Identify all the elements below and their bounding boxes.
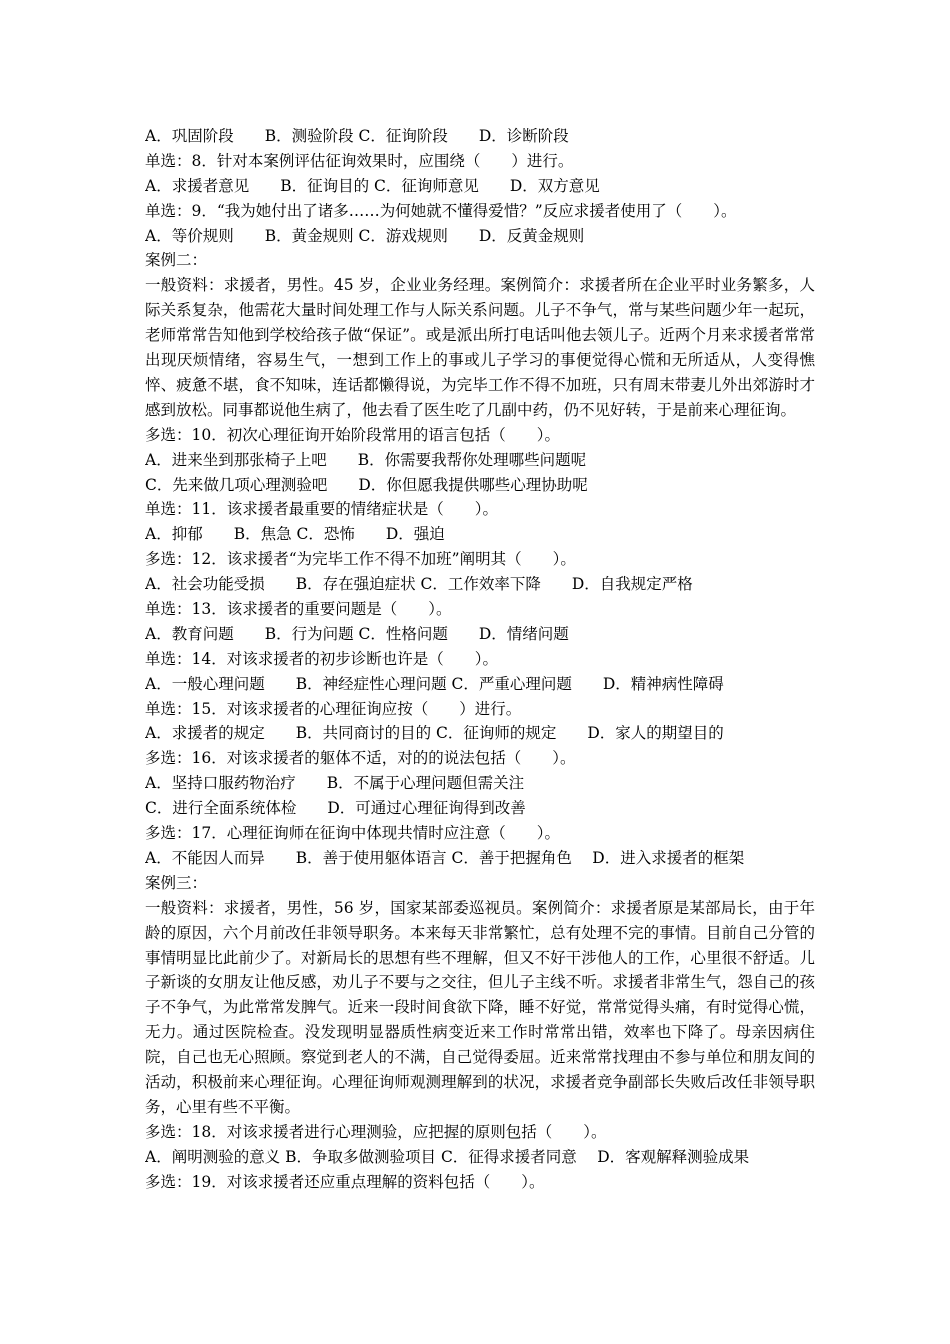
q10-options-ab: A．进来坐到那张椅子上吧 B．你需要我帮你处理哪些问题呢 (145, 450, 587, 469)
q16-options-cd: C．进行全面系统体检 D．可通过心理征询得到改善 (145, 799, 526, 818)
q8-options: A．求援者意见 B．征询目的 C．征询师意见 D．双方意见 (145, 176, 600, 195)
q18-options: A．阐明测验的意义 B．争取多做测验项目 C．征得求援者同意 D．客观解释测验成果 (145, 1147, 750, 1166)
case3-heading: 案例三： (145, 873, 208, 892)
document-page (145, 124, 815, 1195)
case2-intro-paragraph: 一般资料：求援者，男性。45 岁，企业业务经理。案例简介：求援者所在企业平时业务繁多，人际关系复杂，他需花大量时间处理工作与人际关系问题。儿子不争气，常与某些问题少年一起玩，老师常常告知他到学校给孩子做“保证”。或是派出所打电话叫他去领儿子。近两个月来求援者常常出现厌烦情绪，容易生气，一想到工作上的事或儿子学习的事便觉得心慌和无所适从，人变得憔悴、疲惫不堪，食不知味，连话都懒得说，为完毕工作不得不加班，只有周末带妻儿外出郊游时才感到放松。同事都说他生病了，他去看了医生吃了几副中药，仍不见好转，于是前来心理征询。 (145, 276, 815, 419)
q18-question: 多选：18．对该求援者进行心理测验，应把握的原则包括（ ）。 (145, 1122, 607, 1141)
case2-heading: 案例二： (145, 251, 208, 270)
q13-question: 单选：13．该求援者的重要问题是（ ）。 (145, 600, 452, 619)
q12-options: A．社会功能受损 B．存在强迫症状 C．工作效率下降 D．自我规定严格 (145, 575, 693, 594)
q11-question: 单选：11．该求援者最重要的情绪症状是（ ）。 (145, 500, 498, 519)
q9-question: 单选：9．“我为她付出了诸多……为何她就不懂得爱惜？”反应求援者使用了（ ）。 (145, 201, 737, 220)
q14-question: 单选：14．对该求援者的初步诊断也许是（ ）。 (145, 649, 498, 668)
q16-options-ab: A．坚持口服药物治疗 B．不属于心理问题但需关注 (145, 774, 525, 793)
q8-question: 单选：8．针对本案例评估征询效果时，应围绕（ ）进行。 (145, 151, 574, 170)
q12-question: 多选：12．该求援者“为完毕工作不得不加班”阐明其（ ）。 (145, 550, 576, 569)
q10-question: 多选：10．初次心理征询开始阶段常用的语言包括（ ）。 (145, 425, 560, 444)
q17-options: A．不能因人而异 B．善于使用躯体语言 C．善于把握角色 D．进入求援者的框架 (145, 848, 745, 867)
q10-options-cd: C．先来做几项心理测验吧 D．你但愿我提供哪些心理协助呢 (145, 475, 588, 494)
q11-options: A．抑郁 B．焦急 C．恐怖 D．强迫 (145, 525, 445, 544)
q15-question: 单选：15．对该求援者的心理征询应按（ ）进行。 (145, 699, 522, 718)
q14-options: A．一般心理问题 B．神经症性心理问题 C．严重心理问题 D．精神病性障碍 (145, 674, 724, 693)
q13-options: A．教育问题 B．行为问题 C．性格问题 D．情绪问题 (145, 624, 569, 643)
q7-options: A．巩固阶段 B．测验阶段 C．征询阶段 D．诊断阶段 (145, 127, 569, 145)
q16-question: 多选：16．对该求援者的躯体不适，对的的说法包括（ ）。 (145, 749, 576, 768)
q19-question: 多选：19．对该求援者还应重点理解的资料包括（ ）。 (145, 1172, 545, 1191)
q17-question: 多选：17．心理征询师在征询中体现共情时应注意（ ）。 (145, 824, 560, 843)
q15-options: A．求援者的规定 B．共同商讨的目的 C．征询师的规定 D．家人的期望目的 (145, 724, 724, 743)
q9-options: A．等价规则 B．黄金规则 C．游戏规则 D．反黄金规则 (145, 226, 585, 245)
case3-intro-paragraph: 一般资料：求援者，男性，56 岁，国家某部委巡视员。案例简介：求援者原是某部局长，由于年龄的原因，六个月前改任非领导职务。本来每天非常繁忙，总有处理不完的事情。目前自己分管的事情明显比此前少了。对新局长的思想有些不理解，但又不好干涉他人的工作，心里很不舒适。儿子新谈的女朋友让他反感，劝儿子不要与之交往，但儿子主线不听。求援者非常生气，怨自己的孩子不争气，为此常常发脾气。近来一段时间食欲下降，睡不好觉，常常觉得头痛，有时觉得心慌，无力。通过医院检查。没发现明显器质性病变近来工作时常常出错，效率也下降了。母亲因病住院，自己也无心照顾。察觉到老人的不满，自己觉得委屈。近来常常找理由不参与单位和朋友间的活动，积极前来心理征询。心理征询师观测理解到的状况，求援者竞争副部长失败后改任非领导职务，心里有些不平衡。 (145, 898, 815, 1116)
